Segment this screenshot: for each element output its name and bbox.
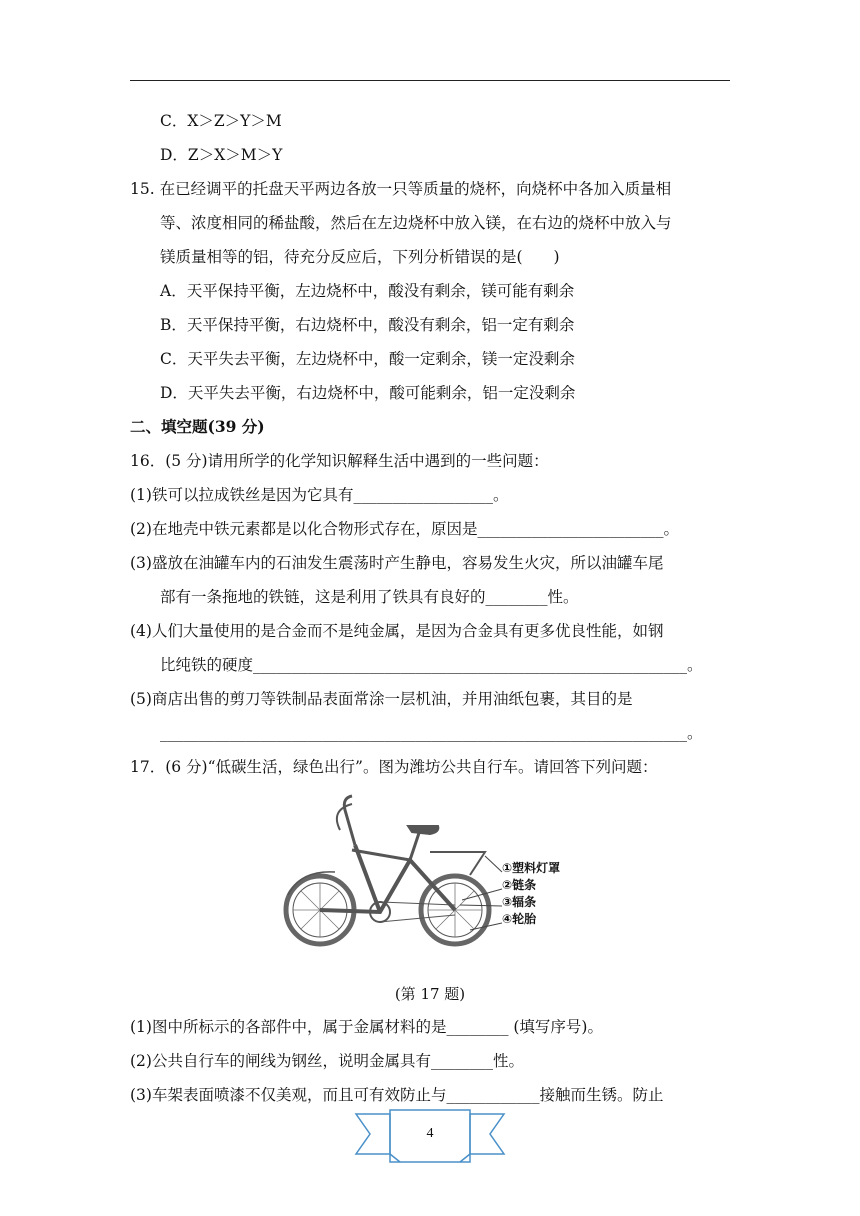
q16-part5b: ____________________________________________________________________。 bbox=[160, 724, 703, 742]
q16-intro: 16．(5 分)请用所学的化学知识解释生活中遇到的一些问题： bbox=[130, 452, 549, 470]
q15-option-a: A．天平保持平衡，左边烧杯中，酸没有剩余，镁可能有剩余 bbox=[160, 282, 575, 300]
q15-option-c: C．天平失去平衡，左边烧杯中，酸一定剩余，镁一定没剩余 bbox=[160, 350, 575, 368]
option-c-prev: C．X＞Z＞Y＞M bbox=[160, 112, 282, 130]
q16-part1: (1)铁可以拉成铁丝是因为它具有__________________。 bbox=[130, 486, 509, 504]
q15-option-d: D．天平失去平衡，右边烧杯中，酸可能剩余，铝一定没剩余 bbox=[160, 384, 576, 402]
q16-part4b: 比纯铁的硬度________________________________________________________。 bbox=[160, 656, 703, 674]
q15-line2: 等、浓度相同的稀盐酸，然后在左边烧杯中放入镁，在右边的烧杯中放入与 bbox=[160, 214, 672, 232]
q16-part5a: (5)商店出售的剪刀等铁制品表面常涂一层机油，并用油纸包裹，其目的是 bbox=[130, 690, 633, 708]
header-rule bbox=[130, 80, 730, 81]
q15-line1: 15. 在已经调平的托盘天平两边各放一只等质量的烧杯，向烧杯中各加入质量相 bbox=[130, 180, 672, 198]
label-plastic-lamp-cover: ①塑料灯罩 bbox=[502, 861, 561, 875]
figure-caption: (第 17 题) bbox=[394, 985, 466, 1003]
label-tire: ④轮胎 bbox=[502, 912, 537, 926]
q17-part2: (2)公共自行车的闸线为钢丝，说明金属具有________性。 bbox=[130, 1052, 524, 1070]
option-d-prev: D．Z＞X＞M＞Y bbox=[160, 146, 283, 164]
section-heading: 二、填空题(39 分) bbox=[130, 417, 265, 436]
label-chain: ②链条 bbox=[502, 878, 537, 892]
q15-option-b: B．天平保持平衡，右边烧杯中，酸没有剩余，铝一定有剩余 bbox=[160, 316, 575, 334]
page-content bbox=[130, 104, 730, 1112]
q16-part4a: (4)人们大量使用的是合金而不是纯金属，是因为合金具有更多优良性能，如钢 bbox=[130, 622, 664, 640]
bicycle-figure bbox=[130, 788, 730, 978]
q16-part2: (2)在地壳中铁元素都是以化合物形式存在，原因是________________________。 bbox=[130, 520, 679, 538]
q17-part1: (1)图中所标示的各部件中，属于金属材料的是________ (填写序号)。 bbox=[130, 1018, 603, 1036]
bicycle-part-labels bbox=[502, 860, 560, 928]
q17-part3: (3)车架表面喷漆不仅美观，而且可有效防止与____________接触而生锈。防止 bbox=[130, 1086, 664, 1104]
q16-part3a: (3)盛放在油罐车内的石油发生震荡时产生静电，容易发生火灾，所以油罐车尾 bbox=[130, 554, 664, 572]
label-spoke: ③辐条 bbox=[502, 895, 537, 909]
page-number: 4 bbox=[426, 1126, 434, 1141]
q16-part3b: 部有一条拖地的铁链，这是利用了铁具有良好的________性。 bbox=[160, 588, 579, 606]
q17-intro: 17．(6 分)“低碳生活，绿色出行”。图为潍坊公共自行车。请回答下列问题： bbox=[130, 758, 658, 776]
q15-line3: 镁质量相等的铝，待充分反应后，下列分析错误的是( ) bbox=[160, 248, 560, 266]
